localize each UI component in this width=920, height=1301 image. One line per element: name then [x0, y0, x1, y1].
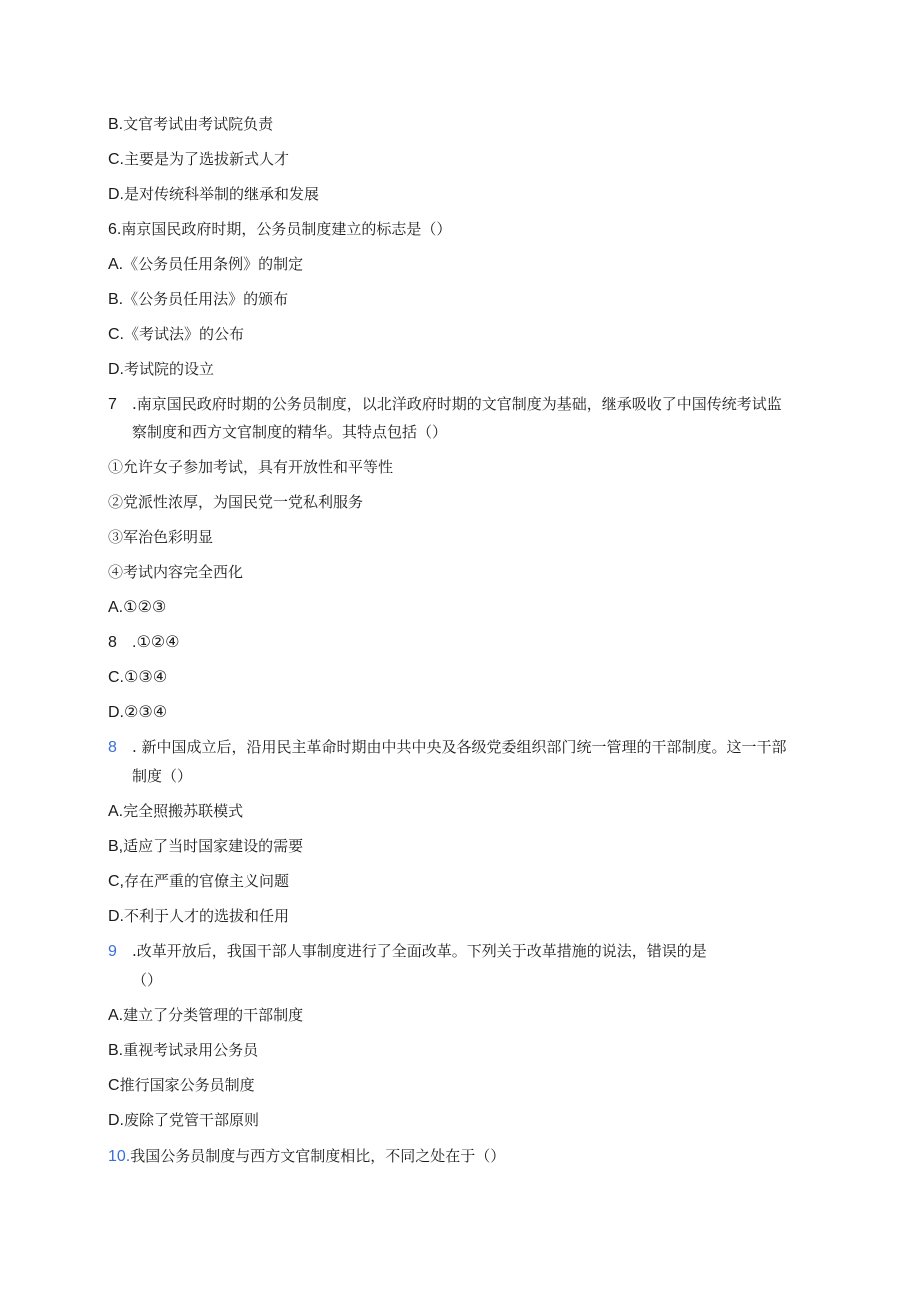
option-label: B.: [108, 116, 124, 133]
q5-option-b: [108, 114, 273, 135]
q8-option-b: [108, 836, 303, 857]
option-text: 《考试法》的公布: [124, 325, 245, 343]
q6-option-a: [108, 254, 303, 275]
option-label: B.: [108, 1042, 124, 1059]
option-label: A.: [108, 256, 124, 273]
option-text: 存在严重的官僚主义问题: [124, 872, 290, 890]
q6-option-b: [108, 289, 288, 310]
option-label: B.: [108, 291, 124, 308]
q7-statement-1: ①允许女子参加考试，具有开放性和平等性: [108, 458, 394, 476]
option-text: ①③④: [124, 669, 168, 686]
option-text: ②③④: [124, 704, 168, 721]
q8-stem-line2: 制度（）: [132, 767, 193, 785]
q7-statement-3: ③军治色彩明显: [108, 528, 214, 546]
option-label: A.: [108, 599, 124, 616]
q9-option-a: [108, 1005, 303, 1026]
q8-option-a: [108, 801, 243, 822]
option-label: D.: [108, 361, 124, 378]
question-number: 6.: [108, 221, 122, 238]
option-text: .①②④: [132, 634, 180, 651]
option-label: D.: [108, 908, 124, 925]
option-text: 考试院的设立: [124, 360, 215, 378]
option-label: C: [108, 1077, 120, 1094]
option-label: C.: [108, 151, 124, 168]
q6-stem: [108, 219, 451, 240]
option-text: 文官考试由考试院负责: [123, 115, 274, 133]
question-number: 8: [108, 739, 117, 756]
option-label: D.: [108, 186, 124, 203]
q9-option-d: [108, 1110, 259, 1131]
option-label: C,: [108, 873, 124, 890]
q9-stem-line1: [108, 941, 707, 962]
option-label: 8: [108, 634, 117, 651]
option-text: 《公务员任用条例》的制定: [123, 255, 304, 273]
option-label: A.: [108, 803, 124, 820]
option-text: 重视考试录用公务员: [123, 1041, 259, 1059]
option-text: 推行国家公务员制度: [119, 1076, 255, 1094]
option-label: D.: [108, 1112, 124, 1129]
option-label: C.: [108, 326, 124, 343]
question-text: .南京国民政府时期的公务员制度，以北洋政府时期的文官制度为基础，继承吸收了中国传统考试监: [132, 395, 782, 413]
question-number: 9: [108, 943, 117, 960]
q5-option-d: [108, 184, 319, 205]
q7-option-c: [108, 667, 167, 688]
q6-option-d: [108, 359, 214, 380]
q7-stem-line2: 察制度和西方文官制度的精华。其特点包括（）: [132, 423, 448, 441]
question-text: .改革开放后，我国干部人事制度进行了全面改革。下列关于改革措施的说法，错误的是: [132, 942, 707, 960]
question-text: 我国公务员制度与西方文官制度相比，不同之处在于（）: [130, 1147, 506, 1165]
q7-option-d: [108, 702, 167, 723]
option-text: 建立了分类管理的干部制度: [123, 1006, 304, 1024]
option-label: D.: [108, 704, 124, 721]
option-text: 主要是为了选拔新式人才: [124, 150, 290, 168]
option-label: B,: [108, 838, 124, 855]
question-number: 10.: [108, 1148, 131, 1165]
question-text: . 新中国成立后，沿用民主革命时期由中共中央及各级党委组织部门统一管理的干部制度。这一干部: [132, 738, 787, 756]
question-text: 南京国民政府时期，公务员制度建立的标志是（）: [121, 220, 452, 238]
q7-option-b: [108, 632, 179, 653]
option-label: C.: [108, 669, 124, 686]
q5-option-c: [108, 149, 289, 170]
q7-option-a: [108, 597, 166, 618]
q7-stem-line1: [108, 394, 782, 415]
q9-stem-line2: （）: [132, 971, 163, 989]
option-text: 适应了当时国家建设的需要: [123, 837, 304, 855]
q7-statement-2: ②党派性浓厚，为国民党一党私利服务: [108, 493, 364, 511]
option-text: 完全照搬苏联模式: [123, 802, 244, 820]
q9-option-b: [108, 1040, 258, 1061]
option-label: A.: [108, 1007, 124, 1024]
q7-statement-4: ④考试内容完全西化: [108, 563, 244, 581]
q8-option-d: [108, 906, 289, 927]
option-text: 不利于人才的选拔和任用: [124, 907, 290, 925]
option-text: 《公务员任用法》的颁布: [123, 290, 289, 308]
question-number: 7: [108, 396, 117, 413]
option-text: 是对传统科举制的继承和发展: [124, 185, 320, 203]
q8-stem-line1: [108, 737, 787, 758]
q10-stem: [108, 1146, 505, 1167]
q6-option-c: [108, 324, 244, 345]
option-text: 废除了党管干部原则: [124, 1111, 260, 1129]
option-text: ①②③: [123, 599, 167, 616]
q9-option-c: [108, 1075, 255, 1096]
q8-option-c: [108, 871, 289, 892]
